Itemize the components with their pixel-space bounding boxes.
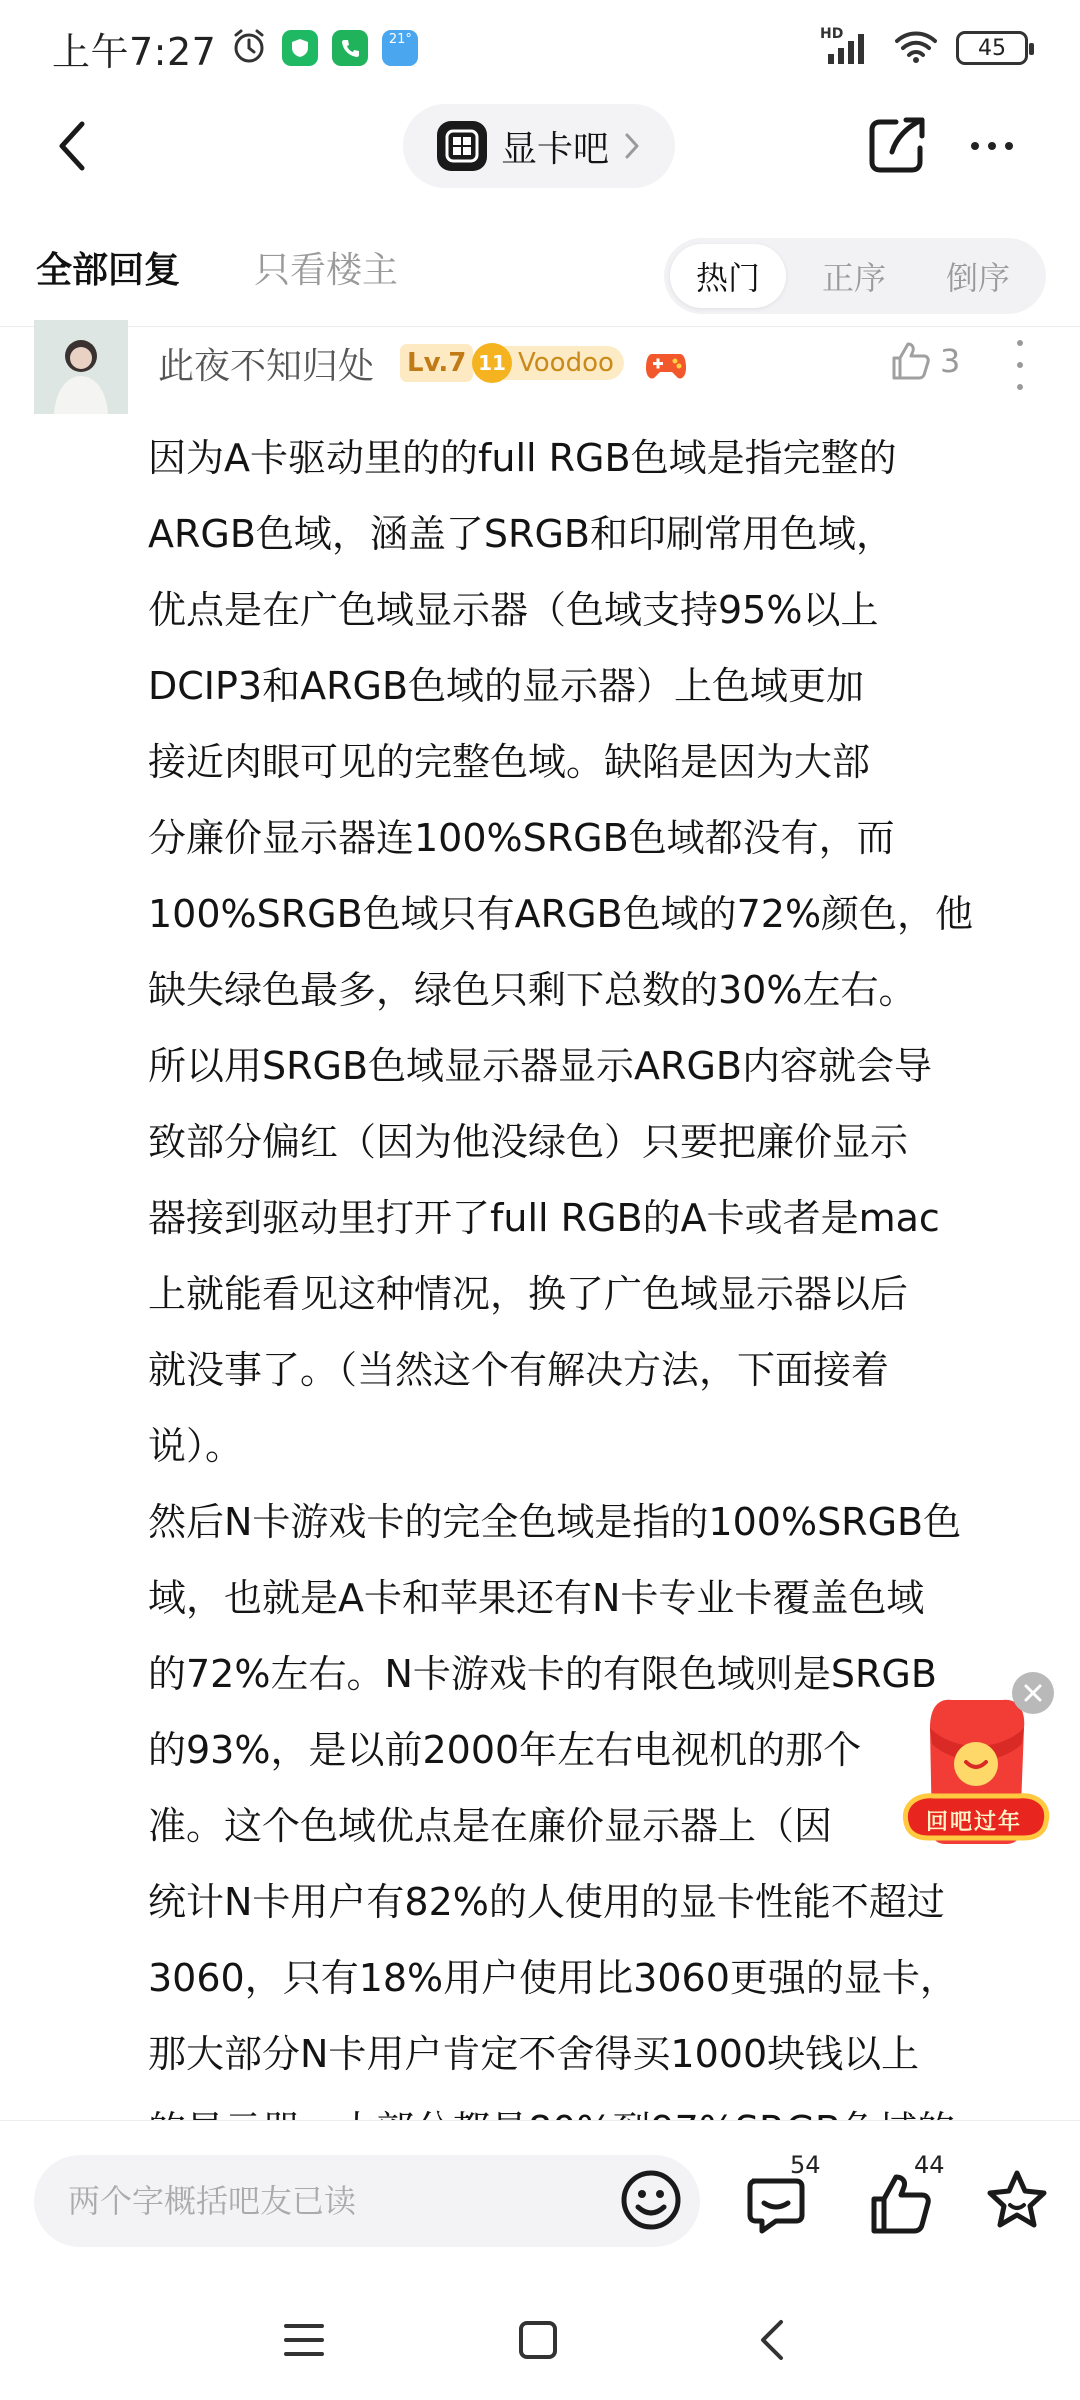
dot [971, 142, 979, 150]
vip-name: Voodoo [504, 346, 624, 380]
chevron-left-icon [757, 2316, 787, 2364]
post-text-line: 因为A卡驱动里的的full RGB色域是指完整的 [148, 436, 897, 480]
post-text-line: 的72%左右。N卡游戏卡的有限色域则是SRGB [148, 1652, 937, 1696]
promo-close-button[interactable] [1012, 1672, 1054, 1714]
forum-chip[interactable] [403, 104, 675, 188]
top-nav-bar [0, 96, 1080, 196]
close-icon [1022, 1682, 1044, 1704]
system-back-button[interactable] [734, 2302, 810, 2378]
post-text-line: DCIP3和ARGB色域的显示器）上色域更加 [148, 664, 865, 708]
share-icon [862, 112, 930, 180]
red-packet-promo[interactable] [894, 1672, 1054, 1872]
chevron-right-icon [623, 131, 641, 161]
post-text-line: 致部分偏红（因为他没绿色）只要把廉价显示 [148, 1120, 909, 1164]
wifi-icon [894, 28, 938, 68]
post-text-line: 100%SRGB色域只有ARGB色域的72%颜色，他 [148, 892, 974, 936]
post-text-line: ARGB色域，涵盖了SRGB和印刷常用色域， [148, 512, 894, 556]
status-right [820, 28, 1028, 68]
comment-input[interactable] [34, 2155, 700, 2247]
reply-filter-row [0, 230, 1080, 320]
tab-all-replies[interactable]: 全部回复 [36, 250, 181, 291]
weather-icon [382, 30, 418, 66]
emoji-button[interactable] [616, 2165, 686, 2235]
dot [1017, 384, 1023, 390]
more-options-button[interactable] [958, 112, 1026, 180]
battery-indicator [956, 31, 1028, 65]
post-like-count: 3 [940, 342, 961, 380]
level-badge: Lv.7 [400, 344, 473, 382]
alarm-icon [230, 27, 268, 69]
sort-descending[interactable]: 倒序 [945, 259, 1010, 297]
thumb-up-icon [866, 2169, 936, 2239]
post-text-line: 域，也就是A卡和苹果还有N卡专业卡覆盖色域 [148, 1576, 925, 1620]
favorite-button[interactable] [982, 2161, 1062, 2241]
post-text-line: 3060，只有18%用户使用比3060更强的显卡， [148, 1956, 958, 2000]
post-text-line: 接近肉眼可见的完整色域。缺陷是因为大部 [148, 740, 871, 784]
forum-logo-icon [437, 121, 487, 171]
home-button[interactable] [500, 2302, 576, 2378]
post-text-line: 所以用SRGB色域显示器显示ARGB内容就会导 [148, 1044, 932, 1088]
comment-count: 54 [790, 2151, 821, 2179]
phone-app-icon [332, 30, 368, 66]
network-label: HD [820, 26, 844, 42]
post-header [0, 320, 1080, 416]
post-text-line: 缺失绿色最多，绿色只剩下总数的30%左右。 [148, 968, 917, 1012]
menu-icon [282, 2320, 326, 2360]
dot [1005, 142, 1013, 150]
vip-badge [472, 342, 624, 384]
status-left [52, 21, 418, 76]
promo-label: 回吧过年 [925, 1810, 1022, 1835]
post-text-line: 就没事了。（当然这个有解决方法，下面接着 [148, 1348, 890, 1392]
post-text-line: 那大部分N卡用户肯定不舍得买1000块钱以上 [148, 2032, 920, 2076]
bottom-action-bar [0, 2120, 1080, 2280]
gamepad-icon [644, 342, 688, 384]
post-text-line: 上就能看见这种情况，换了广色域显示器以后 [148, 1272, 909, 1316]
dot [1017, 340, 1023, 346]
dot [988, 142, 996, 150]
like-count: 44 [914, 2151, 945, 2179]
comment-icon [742, 2169, 812, 2239]
system-navigation-bar [0, 2280, 1080, 2400]
thumb-up-icon [890, 340, 932, 382]
status-bar [0, 0, 1080, 96]
weather-temp: 21° [388, 32, 412, 47]
sort-toggle-group [664, 238, 1046, 314]
post-text-line: 然后N卡游戏卡的完全色域是指的100%SRGB色 [148, 1500, 962, 1544]
status-time: 上午7:27 [52, 29, 217, 74]
chevron-left-icon [52, 118, 92, 174]
post-text-line: 分廉价显示器连100%SRGB色域都没有，而 [148, 816, 895, 860]
star-icon [982, 2167, 1052, 2237]
sort-hot[interactable]: 热门 [670, 244, 786, 308]
forum-name: 显卡吧 [501, 128, 610, 170]
signal-icon [820, 28, 876, 68]
post-like-button[interactable] [890, 340, 960, 382]
vip-level: 11 [472, 343, 512, 383]
recent-apps-button[interactable] [266, 2302, 342, 2378]
post-text-line: 的93%，是以前2000年左右电视机的那个 [148, 1728, 862, 1772]
smiley-icon [616, 2165, 686, 2235]
tab-op-only[interactable]: 只看楼主 [254, 250, 399, 291]
share-button[interactable] [862, 112, 930, 180]
post-text-line: 说）。 [148, 1424, 244, 1468]
avatar[interactable] [34, 320, 128, 414]
home-square-icon [516, 2318, 560, 2362]
like-button[interactable] [866, 2151, 946, 2241]
shield-app-icon [282, 30, 318, 66]
post-more-button[interactable] [1014, 340, 1026, 390]
back-button[interactable] [40, 114, 104, 178]
post-text-line: 准。这个色域优点是在廉价显示器上（因 [148, 1804, 833, 1848]
post-text-line: 优点是在广色域显示器（色域支持95%以上 [148, 588, 879, 632]
post-username[interactable]: 此夜不知归处 [158, 346, 375, 387]
sort-ascending[interactable]: 正序 [821, 259, 886, 297]
post-text-line: 器接到驱动里打开了full RGB的A卡或者是mac [148, 1196, 940, 1240]
post-text-line: 统计N卡用户有82%的人使用的显卡性能不超过 [148, 1880, 945, 1924]
dot [1017, 362, 1023, 368]
battery-level: 45 [978, 35, 1006, 61]
comment-button[interactable] [742, 2151, 822, 2241]
